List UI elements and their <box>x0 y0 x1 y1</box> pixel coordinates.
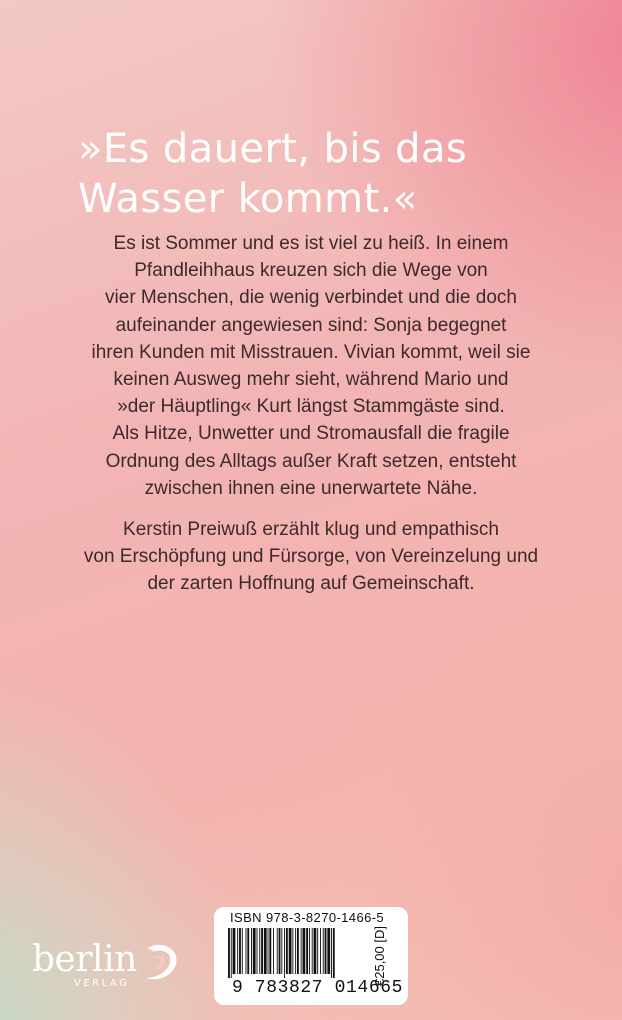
barcode-bar <box>268 928 269 974</box>
barcode-bar <box>251 928 252 974</box>
barcode-bar <box>327 928 330 974</box>
barcode-bar <box>237 928 238 974</box>
barcode-bar <box>259 928 260 974</box>
barcode-bar <box>231 928 232 978</box>
barcode-bar <box>257 928 258 974</box>
barcode-bar <box>297 928 299 974</box>
barcode-bar <box>261 928 263 974</box>
barcode-bar <box>323 928 324 974</box>
barcode-bar <box>286 928 288 974</box>
barcode-bar <box>228 928 230 978</box>
blurb-paragraph-1: Es ist Sommer und es ist viel zu heiß. In einem Pfandleihhaus kreuzen sich die Wege von vier Menschen, die wenig verbindet und die doch aufeinander angewiesen sind: Sonja begegnet ihren Kunden mit Misstrauen. Vivian kommt, weil sie keinen Ausweg mehr sieht, während Mario und »der Häuptling« Kurt längst Stammgäste sind. Als Hitze, Unwetter und Stromausfall die fragile Ordnung des Alltags außer Kraft setzen, entsteht zwischen ihnen eine unerwartete Nähe. <box>91 233 531 499</box>
barcode-bar <box>284 928 285 978</box>
barcode-digits: 9 783827 014665 <box>232 978 404 998</box>
barcode-bar <box>247 928 249 974</box>
barcode-bar <box>303 928 306 974</box>
barcode-bars <box>228 928 370 978</box>
blurb-paragraph-2: Kerstin Preiwuß erzählt klug und empathisch von Erschöpfung und Fürsorge, von Vereinzelung und der zarten Hoffnung auf Gemeinschaft. <box>83 519 539 595</box>
barcode-bar <box>301 928 302 974</box>
publisher-name: berlin <box>32 939 137 980</box>
barcode-bar <box>239 928 241 974</box>
barcode-bar <box>333 928 335 978</box>
barcode-bar <box>306 928 308 974</box>
barcode-bar <box>233 928 236 974</box>
barcode-bar <box>289 928 292 974</box>
barcode-bar <box>317 928 318 974</box>
barcode-bar <box>295 928 296 974</box>
barcode-bar <box>264 928 267 974</box>
barcode-bar <box>273 928 274 974</box>
barcode-bar <box>292 928 293 974</box>
publisher-logo <box>32 938 182 998</box>
barcode-bar <box>281 928 282 974</box>
swan-logo-icon <box>142 942 182 986</box>
barcode-bar <box>245 928 246 974</box>
headline-quote: »Es dauert, bis das Wasser kommt.« <box>78 126 468 222</box>
barcode-bar <box>331 928 332 978</box>
barcode-bar <box>314 928 317 974</box>
barcode-bar <box>277 928 278 974</box>
barcode-label <box>214 907 408 1005</box>
isbn-text: ISBN 978-3-8270-1466-5 <box>230 910 385 925</box>
barcode-bar <box>242 928 243 974</box>
barcode-bar <box>309 928 310 974</box>
barcode-bar <box>253 928 256 974</box>
price-label: €25,00 [D] <box>372 926 387 986</box>
publisher-subline: VERLAG <box>74 978 130 989</box>
barcode-bar <box>312 928 313 974</box>
barcode-bar <box>325 928 327 974</box>
barcode-bar <box>269 928 271 974</box>
barcode-bar <box>320 928 321 974</box>
barcode-bar <box>279 928 281 974</box>
